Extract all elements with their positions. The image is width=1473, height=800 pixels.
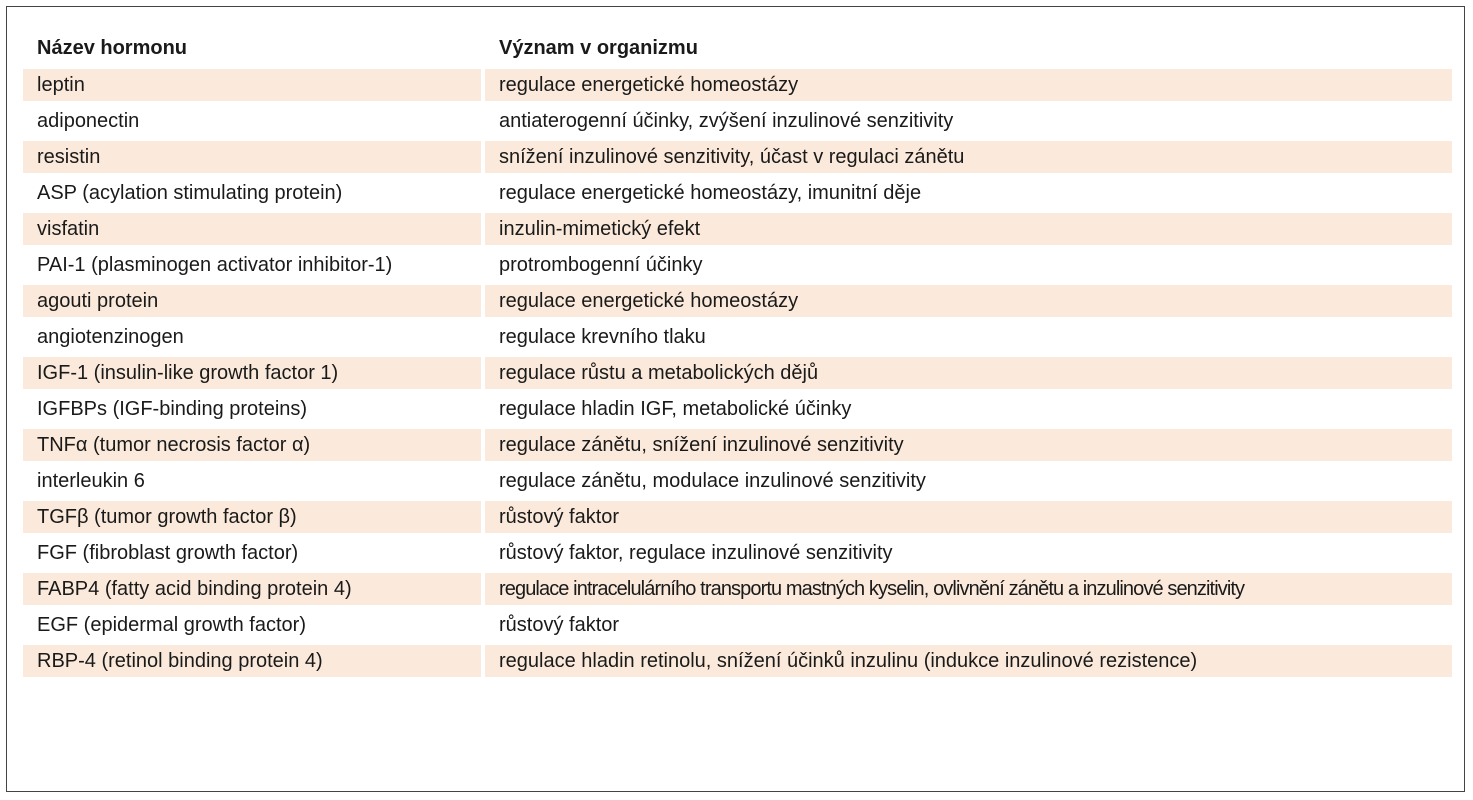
hormone-meaning-cell: regulace energetické homeostázy bbox=[485, 285, 1452, 317]
hormone-name-cell: TNFα (tumor necrosis factor α) bbox=[23, 429, 485, 461]
hormone-meaning-cell: růstový faktor bbox=[485, 609, 1452, 641]
hormone-name-cell: FABP4 (fatty acid binding protein 4) bbox=[23, 573, 485, 605]
hormone-meaning-cell: regulace intracelulárního transportu mastných kyselin, ovlivnění zánětu a inzulinové senzitivity bbox=[485, 573, 1452, 605]
table-row bbox=[23, 105, 1452, 137]
hormone-name-cell: TGFβ (tumor growth factor β) bbox=[23, 501, 485, 533]
table-row bbox=[23, 645, 1452, 677]
table-header-row bbox=[23, 31, 1452, 65]
table-row bbox=[23, 393, 1452, 425]
table-row bbox=[23, 177, 1452, 209]
hormone-meaning-cell: snížení inzulinové senzitivity, účast v regulaci zánětu bbox=[485, 141, 1452, 173]
hormone-name-cell: RBP-4 (retinol binding protein 4) bbox=[23, 645, 485, 677]
hormone-name-cell: interleukin 6 bbox=[23, 465, 485, 497]
hormone-meaning-cell: regulace krevního tlaku bbox=[485, 321, 1452, 353]
hormone-meaning-cell: regulace energetické homeostázy bbox=[485, 69, 1452, 101]
table-row bbox=[23, 429, 1452, 461]
table-row bbox=[23, 249, 1452, 281]
hormone-meaning-cell: regulace hladin IGF, metabolické účinky bbox=[485, 393, 1452, 425]
hormone-meaning-cell: regulace hladin retinolu, snížení účinků inzulinu (indukce inzulinové rezistence) bbox=[485, 645, 1452, 677]
table-row bbox=[23, 321, 1452, 353]
hormone-name-cell: IGFBPs (IGF-binding proteins) bbox=[23, 393, 485, 425]
table-frame bbox=[6, 6, 1465, 792]
hormone-meaning-cell: regulace růstu a metabolických dějů bbox=[485, 357, 1452, 389]
hormone-name-cell: PAI-1 (plasminogen activator inhibitor-1) bbox=[23, 249, 485, 281]
column-header-name: Název hormonu bbox=[37, 36, 188, 59]
table-row bbox=[23, 69, 1452, 101]
hormone-name-cell: resistin bbox=[23, 141, 485, 173]
hormone-meaning-cell: inzulin-mimetický efekt bbox=[485, 213, 1452, 245]
hormone-name-cell: agouti protein bbox=[23, 285, 485, 317]
hormone-meaning-cell: protrombogenní účinky bbox=[485, 249, 1452, 281]
hormone-name-cell: ASP (acylation stimulating protein) bbox=[23, 177, 485, 209]
hormone-name-cell: leptin bbox=[23, 69, 485, 101]
hormone-name-cell: EGF (epidermal growth factor) bbox=[23, 609, 485, 641]
table-body bbox=[23, 69, 1452, 677]
table-row bbox=[23, 213, 1452, 245]
table-row bbox=[23, 357, 1452, 389]
table-row bbox=[23, 501, 1452, 533]
hormone-name-cell: angiotenzinogen bbox=[23, 321, 485, 353]
hormone-meaning-cell: regulace energetické homeostázy, imunitní děje bbox=[485, 177, 1452, 209]
hormone-meaning-cell: regulace zánětu, snížení inzulinové senzitivity bbox=[485, 429, 1452, 461]
hormone-name-cell: adiponectin bbox=[23, 105, 485, 137]
table-row bbox=[23, 465, 1452, 497]
hormone-name-cell: IGF-1 (insulin-like growth factor 1) bbox=[23, 357, 485, 389]
hormone-meaning-cell: regulace zánětu, modulace inzulinové senzitivity bbox=[485, 465, 1452, 497]
hormone-meaning-cell: antiaterogenní účinky, zvýšení inzulinové senzitivity bbox=[485, 105, 1452, 137]
hormone-meaning-cell: růstový faktor, regulace inzulinové senzitivity bbox=[485, 537, 1452, 569]
hormone-name-cell: visfatin bbox=[23, 213, 485, 245]
table-row bbox=[23, 573, 1452, 605]
table-row bbox=[23, 285, 1452, 317]
column-header-meaning: Význam v organizmu bbox=[499, 36, 698, 59]
table-row bbox=[23, 609, 1452, 641]
table-row bbox=[23, 141, 1452, 173]
hormone-name-cell: FGF (fibroblast growth factor) bbox=[23, 537, 485, 569]
table-row bbox=[23, 537, 1452, 569]
hormone-meaning-cell: růstový faktor bbox=[485, 501, 1452, 533]
hormone-table bbox=[23, 27, 1452, 681]
